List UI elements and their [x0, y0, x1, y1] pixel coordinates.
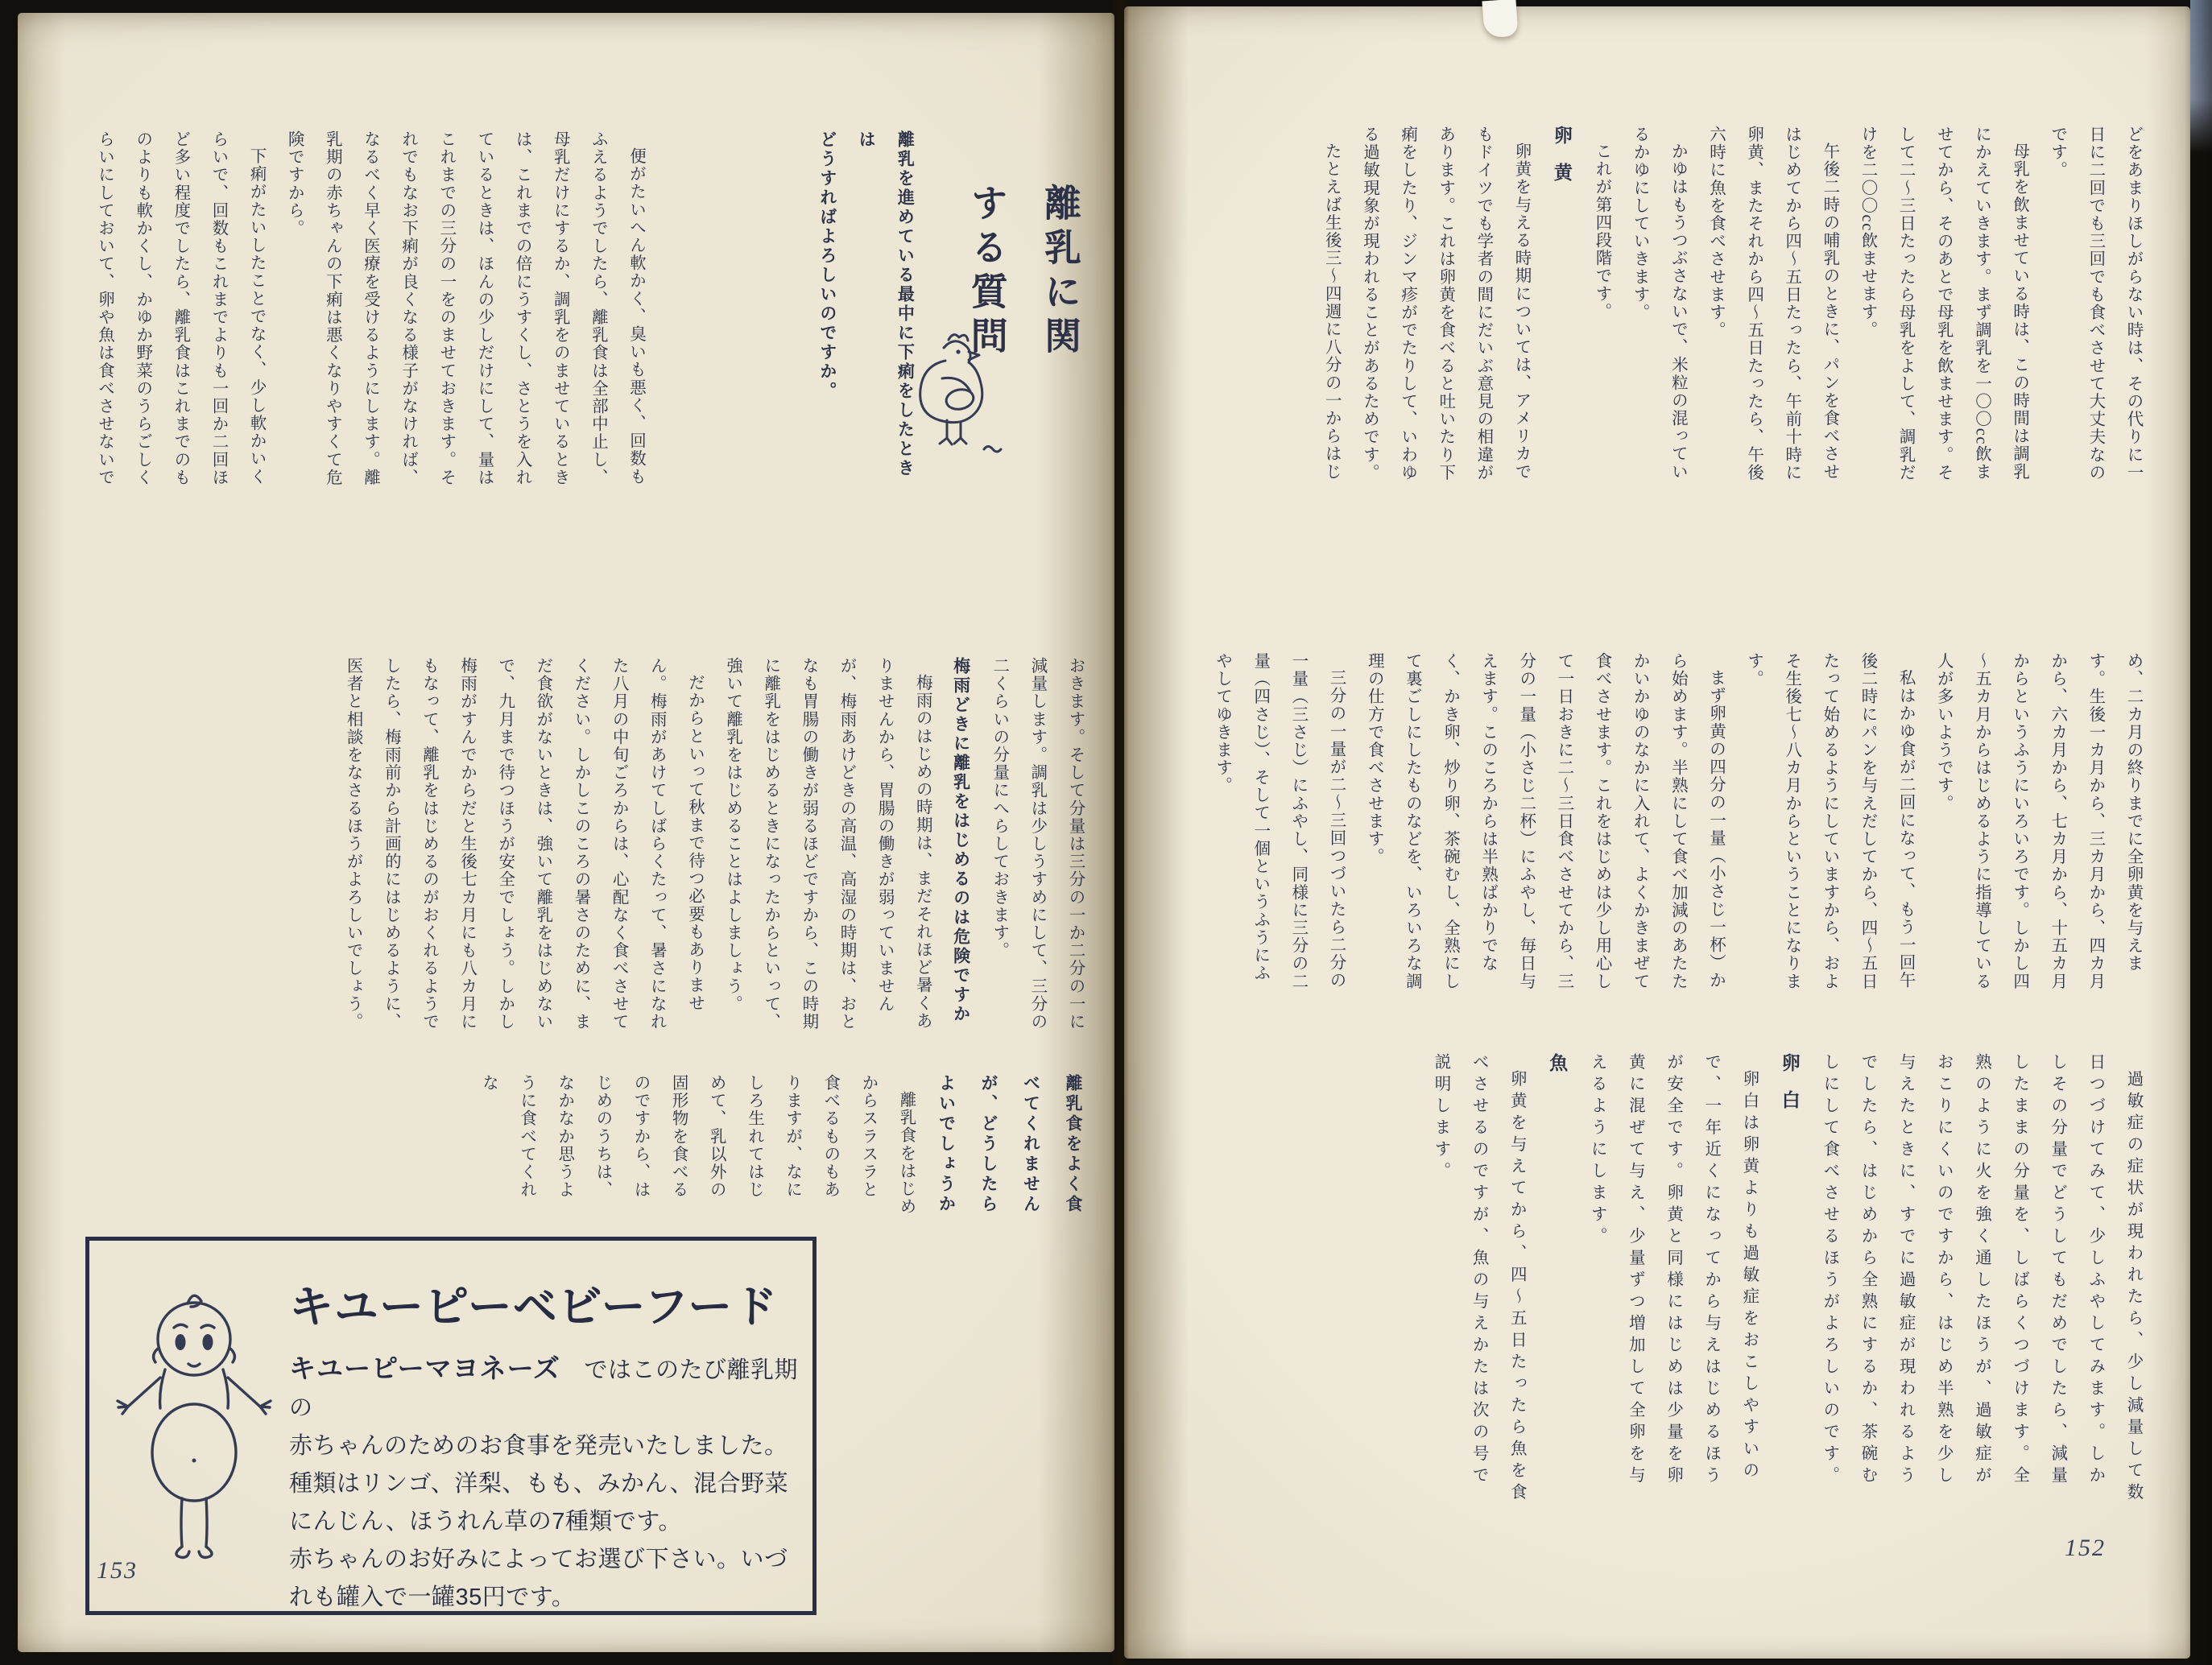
page-number-153: 153 — [97, 1557, 138, 1584]
paragraph: 卵黄を与えてから、四～五日たったら魚を食べさせるのですが、魚の与えかたは次の号で説明します。 — [1431, 1053, 1526, 1505]
right-band-2 — [1172, 652, 2152, 990]
ad-lead-rest: ではこのたび離乳期の — [289, 1357, 799, 1422]
paragraph: 卵黄を与える時期については、アメリカでもドイツでも学者の間にだいぶ意見の相違があります。これは卵黄を食べると吐いたり下痢をしたり、ジンマ疹がでたりして、いわゆる過敏現象が現われることがあるためです。 — [1360, 126, 1530, 481]
paragraph: まず卵黄の四分の一量（小さじ一杯）から始めます。半熟にして食べ加減のあたたかいかゆのなかに入れて、よくかきまぜて食べさせます。これをはじめは少し用心して一日おきに二～三日食べさせてから、三分の一量（小さじ二杯）にふやし、毎日与えます。このころからは半熟ばかりでなく、かき卵、炒り卵、茶碗むし、全熟にして裏ごしにしたものなどを、いろいろな調理の仕方で食べさせます。 — [1365, 652, 1725, 990]
question-3: 離乳食をよく食べてくれませんが、どうしたらよいでしょうか — [936, 1074, 1082, 1215]
paragraph: 卵白は卵黄よりも過敏症をおこしやすいので、一年近くになってから与えはじめるほうが安全です。卵黄と同様にはじめは少量を卵黄に混ぜて与え、少量ずつ増加して全卵を与えるようにします。 — [1588, 1053, 1758, 1488]
paragraph: 午後二時の哺乳のときに、パンを食べさせはじめてから四～五日たったら、午前十時に卵黄、またそれから四～五日たったら、午後六時に魚を食べさせます。 — [1706, 126, 1838, 481]
hen-illustration — [889, 328, 1018, 461]
ad-box-kewpie-baby-food — [85, 1237, 817, 1615]
right-band-1 — [1172, 126, 2152, 490]
page-edge-shadow — [2185, 0, 2212, 1665]
ad-line: 種類はリンゴ、洋梨、もも、みかん、混合野菜 — [289, 1471, 789, 1498]
ad-body-text — [289, 1347, 804, 1617]
paragraph: だからといって秋まで待つ必要もありません。梅雨があけてしばらくたって、暑さになれた八月の中旬ごろからは、心配なく食べさせてください。しかしこのころの暑さのために、まだ食欲がないときは、強いて離乳をはじめないで、九月まで待つほうが安全でしょう。しかし梅雨がすんでからだと生後七カ月にも八カ月にもなって、離乳をはじめるのがおくれるようでしたら、梅雨前から計画的にはじめるように、医者と相談をなさるほうがよろしいでしょう。 — [344, 657, 704, 1031]
section-header-fish: 魚 — [1547, 1053, 1568, 1072]
question-1-line2: どうすればよろしいのですか。 — [817, 130, 837, 401]
ad-line: れも罐入で一罐35円です。 — [289, 1584, 576, 1611]
paragraph: どをあまりほしがらない時は、その代りに一日に二回でも三回でも食べさせて大丈夫なのです。 — [2048, 126, 2142, 481]
left-band-3 — [98, 1074, 1094, 1216]
paragraph: 下痢がたいしたことでなく、少し軟かいくらいで、回数もこれまでよりも一回か二回ほど多い程度でしたら、離乳食はこれまでのものよりも軟かくし、かゆか野菜のうらごしくらいにしておいて、卵や魚は食べさせないで — [95, 130, 266, 486]
paragraph: 母乳を飲ませている時は、この時間は調乳にかえていきます。まず調乳を一〇〇cc飲ませてから、そのあとで母乳を飲ませます。そして二～三日たったら母乳をよして、調乳だけを二〇〇cc飲ませます。 — [1858, 126, 2028, 481]
left-band-2 — [53, 657, 1094, 1035]
paragraph: これが第四段階です。 — [1593, 142, 1611, 320]
section-header-egg-yolk: 卵黄 — [1551, 126, 1572, 200]
paragraph: め、二カ月の終りまでに全卵黄を与えます。生後一カ月から、三カ月から、四カ月から、六カ月から、七カ月から、十五カ月からというふうにいろいろです。しかし四～五カ月からはじめるように指導している人が多いようです。 — [1934, 652, 2142, 990]
paragraph: たとえば生後三～四週に八分の一からはじ — [1322, 142, 1341, 481]
ad-line: にんじん、ほうれん草の7種類です。 — [289, 1509, 683, 1535]
ad-headline: キユーピーベビーフード — [289, 1282, 779, 1332]
ad-line: 赤ちゃんのお好みによってお選び下さい。いづ — [289, 1547, 788, 1573]
question-2: 梅雨どきに離乳をはじめるのは危険ですか — [951, 657, 970, 1024]
paragraph: 梅雨のはじめの時期は、まだそれほど暑くありませんから、胃腸の働きが弱っていませんが、梅雨あけどきの高温、高湿の時期は、おとなも胃腸の働きが弱るほどですから、この時期に離乳をはじめるときになったからといって、強いて離乳をはじめることはよしましょう。 — [723, 657, 932, 1031]
paragraph: 便がたいへん軟かく、臭いも悪く、回数もふえるようでしたら、離乳食は全部中止し、母乳だけにするか、調乳をのませているときは、これまでの倍にうすくし、さとうを入れているときは、ほんの少しだけにして、量はこれまでの三分の一をのませておきます。それでもなお下痢が良くなる様子がなければ、なるべく早く医療を受けるようにします。離乳期の赤ちゃんの下痢は悪くなりやすくて危険ですから。 — [285, 130, 645, 486]
article-title-line1: 離乳に関 — [1040, 184, 1081, 361]
kewpie-doll-illustration — [114, 1287, 275, 1569]
page-number-152: 152 — [2065, 1535, 2106, 1561]
ad-line: 赤ちゃんのためのお食事を発売いたしました。 — [289, 1433, 788, 1460]
ad-brand-name: キユーピーマヨネーズ — [289, 1353, 561, 1383]
paragraph: 離乳食をはじめからスラスラと食べるものもありますが、なにしろ生れてはじめて、乳以外の固形物を食べるのですから、はじめのうちは、なかなか思うように食べてくれな — [479, 1074, 915, 1216]
paragraph: 過敏症の症状が現われたら、少し減量して数日つづけてみて、少しふやしてみます。しかしその分量でどうしてもだめでしたら、減量したままの分量を、しばらくつづけます。全熟のように火を強く通したほうが、過敏症がおこりにくいのですから、はじめ半熟を少し与えたときに、すでに過敏症が現われるようでしたら、はじめから全熟にするか、茶碗むしにして食べさせるほうがよろしいのです。 — [1820, 1053, 2142, 1505]
paragraph: 三分の一量が二～三回つづいたら二分の一量（三さじ）にふやし、同様に三分の二量（四さじ）、そして一個というふうにふやしてゆきます。 — [1213, 652, 1346, 990]
paragraph: かゆはもうつぶさないで、米粒の混っているかゆにしていきます。 — [1631, 126, 1687, 481]
binding-gutter-shadow — [1111, 0, 1129, 1665]
paragraph: 私はかゆ食が二回になって、もう一回午後二時にパンを与えだしてから、四～五日たって始めるようにしていますから、およそ生後七～八カ月からということになります。 — [1744, 652, 1915, 990]
right-page-152 — [1124, 6, 2190, 1659]
question-1-line1: 離乳を進めている最中に下痢をしたときは — [857, 130, 915, 478]
left-page-153 — [18, 13, 1114, 1652]
article-title-line2: する質問 — [965, 184, 1007, 361]
paragraph: おきます。そして分量は三分の一か二分の一に減量します。調乳は少しうすめにして、三分の二くらいの分量にへらしておきます。 — [990, 657, 1084, 1031]
ad-lead-line — [289, 1347, 804, 1427]
right-band-3 — [1172, 1053, 2152, 1509]
section-header-egg-white: 卵白 — [1779, 1053, 1800, 1127]
